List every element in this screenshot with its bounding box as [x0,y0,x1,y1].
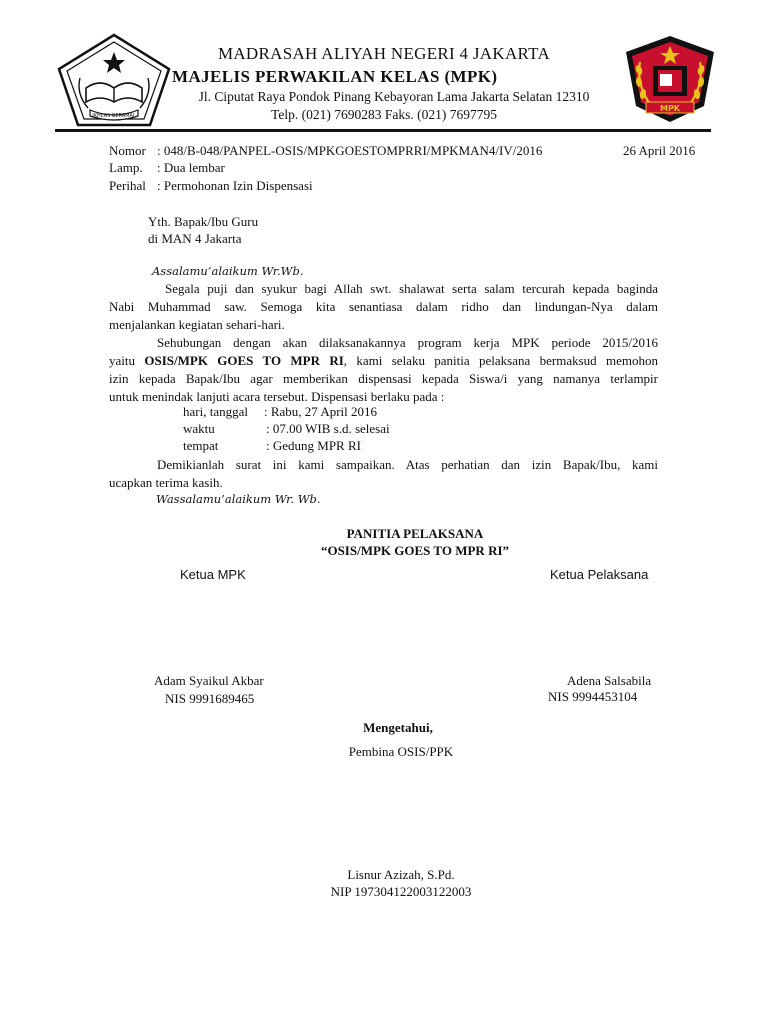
paragraph-2-line-1: Sehubungan dengan akan dilaksanakannya program kerja MPK periode 2015/2016 [157,335,658,350]
detail-time-value: : 07.00 WIB s.d. selesai [266,421,390,436]
paragraph-1-line-1: Segala puji dan syukur bagi Allah swt. shalawat serta salam tercurah kepada baginda [165,281,658,296]
committee-subtitle: “OSIS/MPK GOES TO MPR RI” [320,543,510,558]
perihal-label: Perihal [109,178,146,193]
left-signatory-role: Ketua MPK [180,567,246,582]
organization-name: MAJELIS PERWAKILAN KELAS (MPK) [172,67,498,86]
phone-line: Telp. (021) 7690283 Faks. (021) 7697795 [271,107,497,122]
nomor-value: : 048/B-048/PANPEL-OSIS/MPKGOESTOMPRRI/MPKMAN4/IV/2016 [157,143,543,158]
paragraph-1 [109,280,658,334]
mpk-logo-label: MPK [659,104,681,113]
nomor-label: Nomor [109,143,146,158]
paragraph-3-line-1: Demikianlah surat ini kami sampaikan. Atas perhatian dan izin Bapak/Ibu, kami [157,457,658,472]
left-signatory-id: NIS 9991689465 [165,691,255,706]
left-signatory-name: Adam Syaikul Akbar [154,673,264,688]
greeting: Assalamu’alaikum Wr.Wb. [152,264,304,278]
detail-date-value: : Rabu, 27 April 2016 [264,404,378,419]
event-name: OSIS/MPK GOES TO MPR RI [144,353,344,368]
right-signatory-id: NIS 9994453104 [548,689,638,704]
paragraph-2-line-2-post: , kami selaku panitia pelaksana bermaksud memohon [343,353,658,368]
paragraph-1-line-3: menjalankan kegiatan sehari-hari. [109,317,285,332]
acknowledged-label: Mengetahui, [363,720,433,735]
paragraph-2-line-3: izin kepada Bapak/Ibu agar memberikan dispensasi kepada Siswa/i yang namanya terlampir [109,371,658,386]
nomor-row [109,143,542,159]
paragraph-2-line-2-pre: yaitu [109,353,135,368]
lamp-label: Lamp. [109,160,143,175]
letterhead-divider [55,129,711,132]
paragraph-2-line-4: untuk menindak lanjuti acara tersebut. Dispensasi berlaku pada : [109,389,445,404]
detail-time-key: waktu [183,421,215,436]
address-line: Jl. Ciputat Raya Pondok Pinang Kebayoran Lama Jakarta Selatan 12310 [198,89,590,104]
paragraph-2 [109,334,658,406]
paragraph-3-line-2: ucapkan terima kasih. [109,475,223,490]
detail-date-key: hari, tanggal [183,404,248,419]
letter-date: 26 April 2016 [623,143,696,158]
advisor-id: NIP 197304122003122003 [330,884,472,899]
detail-place-key: tempat [183,438,219,453]
lamp-value: : Dua lembar [157,160,225,175]
committee-title: PANITIA PELAKSANA [346,526,484,541]
perihal-row [109,178,313,194]
advisor-name: Lisnur Azizah, S.Pd. [347,867,455,882]
right-signatory-role: Ketua Pelaksana [550,567,649,582]
right-signatory-name: Adena Salsabila [567,673,652,688]
advisor-role: Pembina OSIS/PPK [348,744,454,759]
paragraph-2-line-2 [109,352,658,370]
detail-place-value: : Gedung MPR RI [266,438,361,453]
recipient-line-2: di MAN 4 Jakarta [148,231,242,246]
recipient-line-1: Yth. Bapak/Ibu Guru [148,214,259,229]
paragraph-3 [109,456,658,492]
lamp-row [109,160,225,176]
paragraph-1-line-2: Nabi Muhammad saw. Semoga kita senantiasa dalam ridho dan lindungan-Nya dalam [109,299,658,314]
school-name: MADRASAH ALIYAH NEGERI 4 JAKARTA [217,44,551,63]
emblem-motto-text: IKHLAS BERAMAL [92,113,136,119]
closing-greeting: Wassalamu’alaikum Wr. Wb. [156,492,321,506]
perihal-value: : Permohonan Izin Dispensasi [157,178,313,193]
